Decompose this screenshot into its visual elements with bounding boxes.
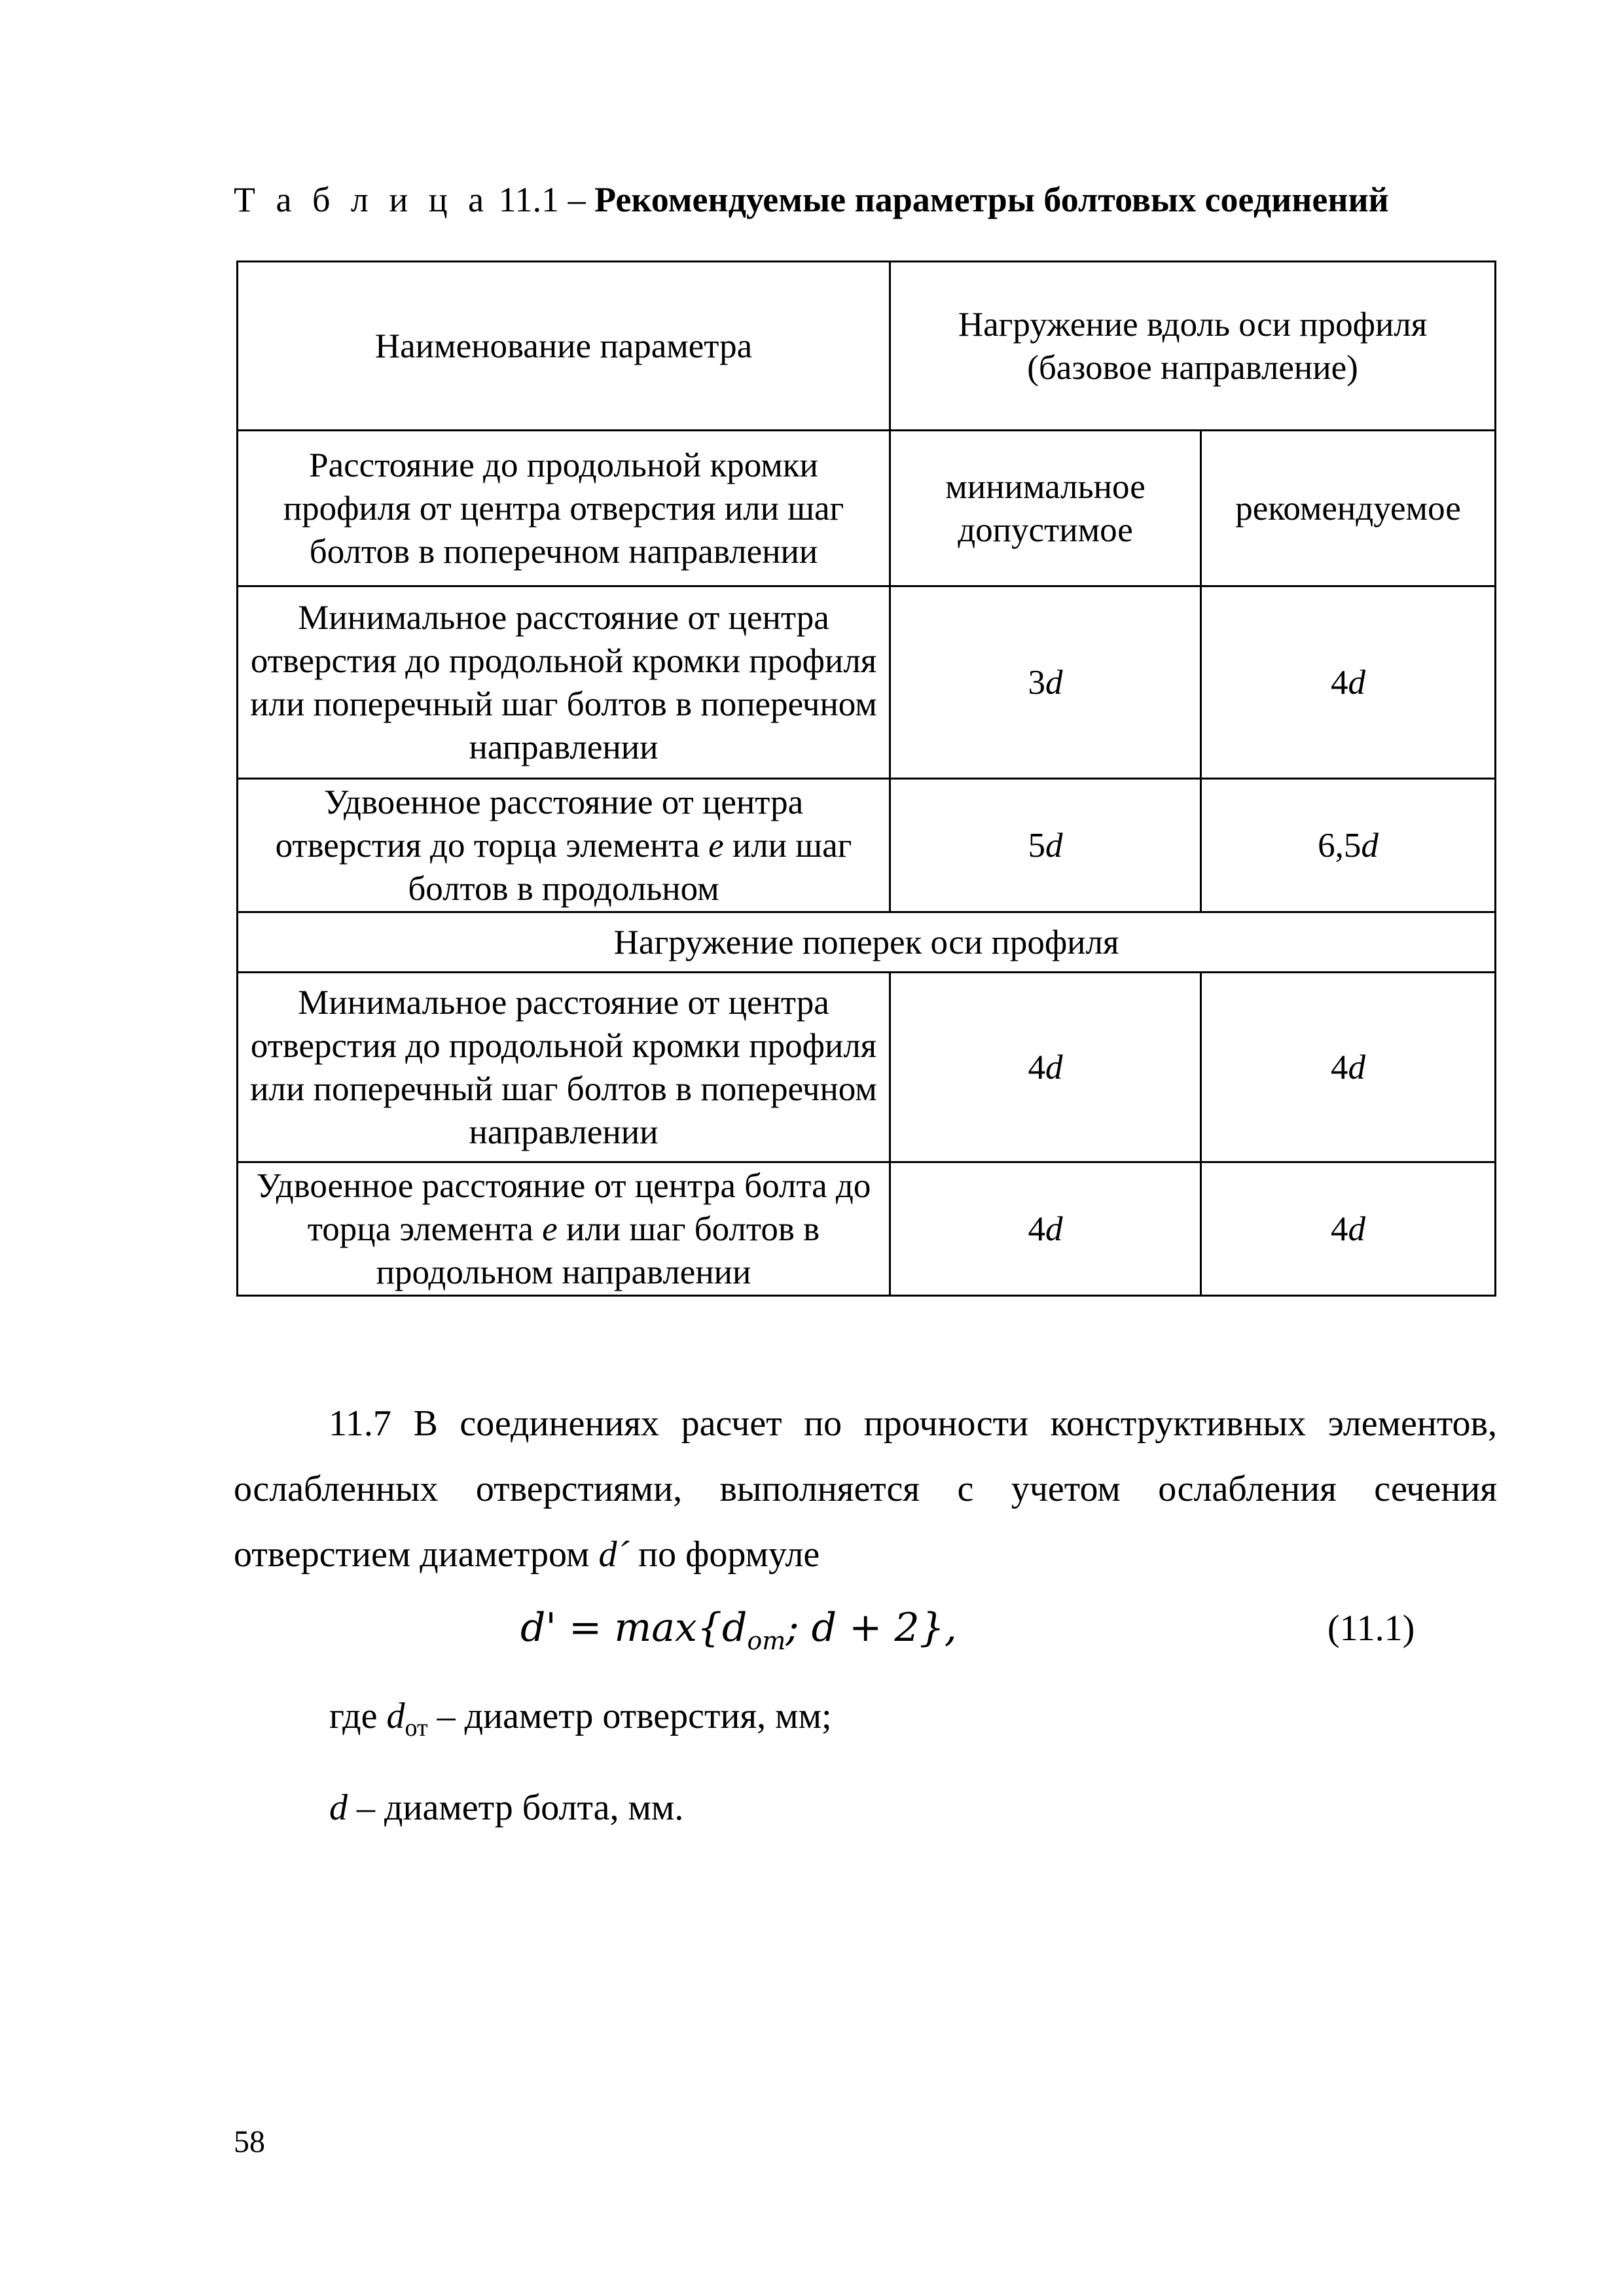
formula-subscript: om <box>747 1626 786 1655</box>
value-number: 5 <box>1028 826 1045 865</box>
row-min-cell <box>890 586 1201 779</box>
row-rec-cell <box>1201 779 1496 912</box>
table-header-row <box>238 262 1496 431</box>
where-prefix: где <box>329 1696 378 1736</box>
paragraph-variable: d´ <box>598 1534 630 1575</box>
value-variable: d <box>1045 663 1063 702</box>
formula-rhs: ; d + 2}, <box>785 1605 957 1651</box>
row-min-cell <box>890 973 1201 1162</box>
where-variable: d <box>329 1787 348 1828</box>
value-variable: d <box>1045 1210 1063 1248</box>
name-text: или шаг болтов в продольном <box>408 826 852 908</box>
formula-lhs: d' = max{d <box>520 1605 748 1651</box>
value-number: 4 <box>1331 1048 1348 1086</box>
table-row <box>238 973 1496 1162</box>
value-number: 4 <box>1028 1048 1045 1086</box>
value-variable: d <box>1045 826 1063 865</box>
header-param-cell: Наименование параметра <box>238 262 890 431</box>
value-number: 6,5 <box>1318 826 1362 865</box>
body-paragraph <box>234 1391 1497 1587</box>
table-row <box>238 586 1496 779</box>
row-name-cell: Минимальное расстояние от центра отверстия до продольной кромки профиля или поперечный шаг болтов в поперечном направлении <box>238 973 890 1162</box>
value-number: 4 <box>1028 1210 1045 1248</box>
value-variable: d <box>1045 1048 1063 1086</box>
header-load-axis-cell: Нагружение вдоль оси профиля (базовое направление) <box>890 262 1496 431</box>
table-caption <box>234 177 1389 223</box>
subheader-rec-cell: рекомендуемое <box>1201 431 1496 586</box>
subheader-param-cell: Расстояние до продольной кромки профиля от центра отверстия или шаг болтов в поперечном направлении <box>238 431 890 586</box>
row-rec-cell <box>1201 586 1496 779</box>
value-number: 3 <box>1028 663 1045 702</box>
where-variable: d <box>386 1696 405 1736</box>
table-row <box>238 779 1496 912</box>
paragraph-text: по формуле <box>638 1534 820 1575</box>
name-variable: e <box>542 1210 558 1248</box>
name-text: Удвоенное расстояние от центра болта до торца элемента <box>256 1166 871 1248</box>
caption-title: Рекомендуемые параметры болтовых соединений <box>594 180 1389 219</box>
where-text: – диаметр отверстия, мм; <box>437 1696 832 1736</box>
value-variable: d <box>1348 1210 1365 1248</box>
caption-prefix: Т а б л и ц а <box>234 180 490 219</box>
caption-number: 11.1 – <box>498 180 586 219</box>
row-min-cell <box>890 779 1201 912</box>
value-number: 4 <box>1331 1210 1348 1248</box>
where-subscript: от <box>405 1714 428 1742</box>
bolt-parameters-table <box>236 260 1496 1297</box>
table-subheader-row <box>238 431 1496 586</box>
table-row <box>238 1162 1496 1296</box>
paragraph-text: 11.7 В соединениях расчет по прочности конструктивных элементов, ослабленных отверстиями, выполняется с учетом ослабления сечения отверстием диаметром <box>234 1403 1497 1575</box>
section-across-cell: Нагружение поперек оси профиля <box>238 912 1496 973</box>
where-text: – диаметр болта, мм. <box>357 1787 684 1828</box>
formula <box>520 1605 957 1655</box>
formula-number: (11.1) <box>1327 1608 1415 1649</box>
where-line <box>329 1787 683 1829</box>
page-number: 58 <box>234 2125 265 2159</box>
row-rec-cell <box>1201 1162 1496 1296</box>
value-number: 4 <box>1331 663 1348 702</box>
subheader-min-cell: минимальное допустимое <box>890 431 1201 586</box>
where-line <box>329 1695 832 1742</box>
row-name-cell <box>238 1162 890 1296</box>
value-variable: d <box>1348 663 1365 702</box>
row-rec-cell <box>1201 973 1496 1162</box>
value-variable: d <box>1348 1048 1365 1086</box>
name-text: Удвоенное расстояние от центра отверстия до торца элемента <box>275 783 804 865</box>
row-min-cell <box>890 1162 1201 1296</box>
value-variable: d <box>1361 826 1379 865</box>
section-header-row <box>238 912 1496 973</box>
row-name-cell: Минимальное расстояние от центра отверстия до продольной кромки профиля или поперечный шаг болтов в поперечном направлении <box>238 586 890 779</box>
name-text: или шаг болтов в продольном направлении <box>376 1210 820 1291</box>
row-name-cell <box>238 779 890 912</box>
name-variable: e <box>708 826 724 865</box>
